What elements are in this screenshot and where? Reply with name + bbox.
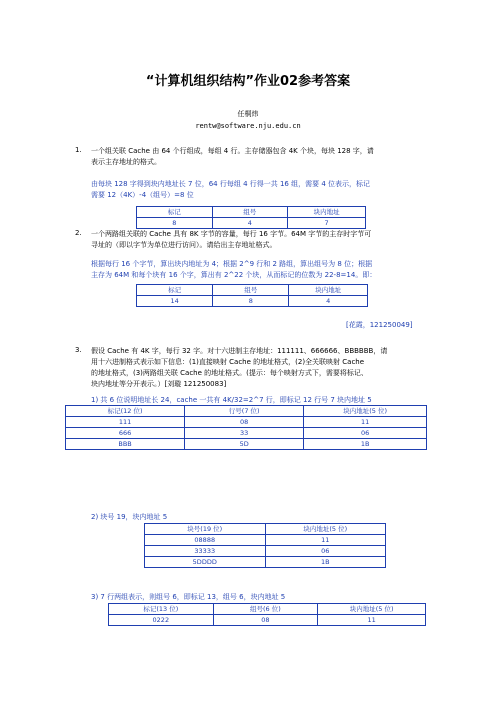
answer-1-line-1: 由每块 128 字得到块内地址长 7 位，64 行每组 4 行得一共 16 组，需要 4 位表示，标记 [91,180,371,188]
question-3-line-2: 用十六进制格式表示如下信息：(1)直接映射 Cache 的地址格式，(2)全关联映射 Cache [91,358,365,366]
table-cell: 8 [137,218,213,229]
table-header-cell: 行号(7 位) [185,406,304,417]
table-row [145,524,386,535]
author-email: rentw@software.nju.edu.cn [195,122,301,130]
answer-2-line-1: 根据每行 16 个字节，算出块内地址为 4；根据 2^9 行和 2 路组，算出组号为 8 位；根据 [91,260,373,268]
table-header-cell: 块内地址(5 位) [318,604,426,615]
answer-3-table-2 [144,523,386,568]
answer-3-table-1 [65,405,427,450]
table-cell: 4 [289,296,368,307]
question-1-number: 1. [75,146,82,154]
table-cell: 33333 [145,546,266,557]
table-cell: 08 [185,417,304,428]
answer-2-citation: [花霞，121250049] [346,321,413,329]
question-1-line-1: 一个组关联 Cache 由 64 个行组成，每组 4 行。主存储器包含 4K 个块，每块 128 字，请 [91,147,374,155]
table-header-cell: 组号 [212,207,288,218]
table-cell: BBB [66,439,185,450]
table-cell: 666 [66,428,185,439]
table-row [66,428,427,439]
answer-2-line-2: 主存为 64M 和每个块有 16 个字，算出有 2^22 个块，从而标记的位数为 22-8=14。即： [91,271,377,279]
table-cell: 11 [304,417,427,428]
table-header-cell: 组号(6 位) [213,604,318,615]
answer-3-table-3 [108,603,426,626]
table-cell: 5D [185,439,304,450]
table-row [66,439,427,450]
table-cell: 11 [318,615,426,626]
table-cell: 1B [265,557,386,568]
table-header-cell: 标记(12 位) [66,406,185,417]
table-cell: 14 [137,296,213,307]
table-header-cell: 块号(19 位) [145,524,266,535]
question-3-number: 3. [75,346,82,354]
answer-1-table [136,206,366,229]
table-cell: 5DDDD [145,557,266,568]
answer-3-sub-1: 1) 共 6 位说明地址长 24，cache 一共有 4K/32=2^7 行，即标记 12 行号 7 块内地址 5 [91,396,372,404]
table-header-cell: 标记 [137,207,213,218]
question-3-line-3: 的地址格式，(3)两路组关联 Cache 的地址格式。(提示：每个映射方式下，需要将标记、 [91,369,368,377]
table-cell: 11 [265,535,386,546]
table-header-cell: 块内地址 [289,285,368,296]
table-cell: 06 [304,428,427,439]
table-row [137,207,366,218]
table-header-cell: 标记(13 位) [109,604,214,615]
question-3-line-4: 块内地址等分开表示。）[刘璇 121250083] [91,380,227,388]
answer-1-line-2: 需要 12（4K）-4（组号）=8 位 [91,191,194,199]
answer-3-sub-3: 3) 7 行两组表示，则组号 6，即标记 13，组号 6，块内地址 5 [91,593,286,601]
table-cell: 4 [212,218,288,229]
table-cell: 7 [288,218,366,229]
table-cell: 08 [213,615,318,626]
question-3-line-1: 假设 Cache 有 4K 字，每行 32 字。对十六进制主存地址：111111、666666、BBBBBB，请 [91,347,388,355]
table-row [109,615,426,626]
question-1-line-2: 表示主存地址的格式。 [91,158,161,166]
table-row [137,218,366,229]
table-cell: 8 [213,296,289,307]
table-cell: 1B [304,439,427,450]
table-row [145,546,386,557]
table-row [109,604,426,615]
table-header-cell: 组号 [213,285,289,296]
question-2-number: 2. [75,229,82,237]
author-name: 任桐炜 [237,110,259,118]
page-title: “计算机组织结构”作业02参考答案 [145,74,351,89]
table-row [66,417,427,428]
table-row [137,285,368,296]
table-row [145,557,386,568]
table-cell: 33 [185,428,304,439]
table-header-cell: 块内地址(5 位) [265,524,386,535]
table-header-cell: 块内地址(5 位) [304,406,427,417]
table-cell: 0222 [109,615,214,626]
table-row [145,535,386,546]
table-cell: 08888 [145,535,266,546]
answer-3-sub-2: 2) 块号 19，块内地址 5 [91,513,168,521]
table-cell: 111 [66,417,185,428]
table-cell: 06 [265,546,386,557]
table-row [137,296,368,307]
question-2-line-1: 一个两路组关联的 Cache 具有 8K 字节的容量，每行 16 字节。64M 字节的主存时字节可 [91,230,372,238]
answer-2-table [136,284,368,307]
table-header-cell: 标记 [137,285,213,296]
question-2-line-2: 寻址的（即以字节为单位进行访问）。请给出主存地址格式。 [91,241,277,249]
table-header-cell: 块内地址 [288,207,366,218]
table-row [66,406,427,417]
